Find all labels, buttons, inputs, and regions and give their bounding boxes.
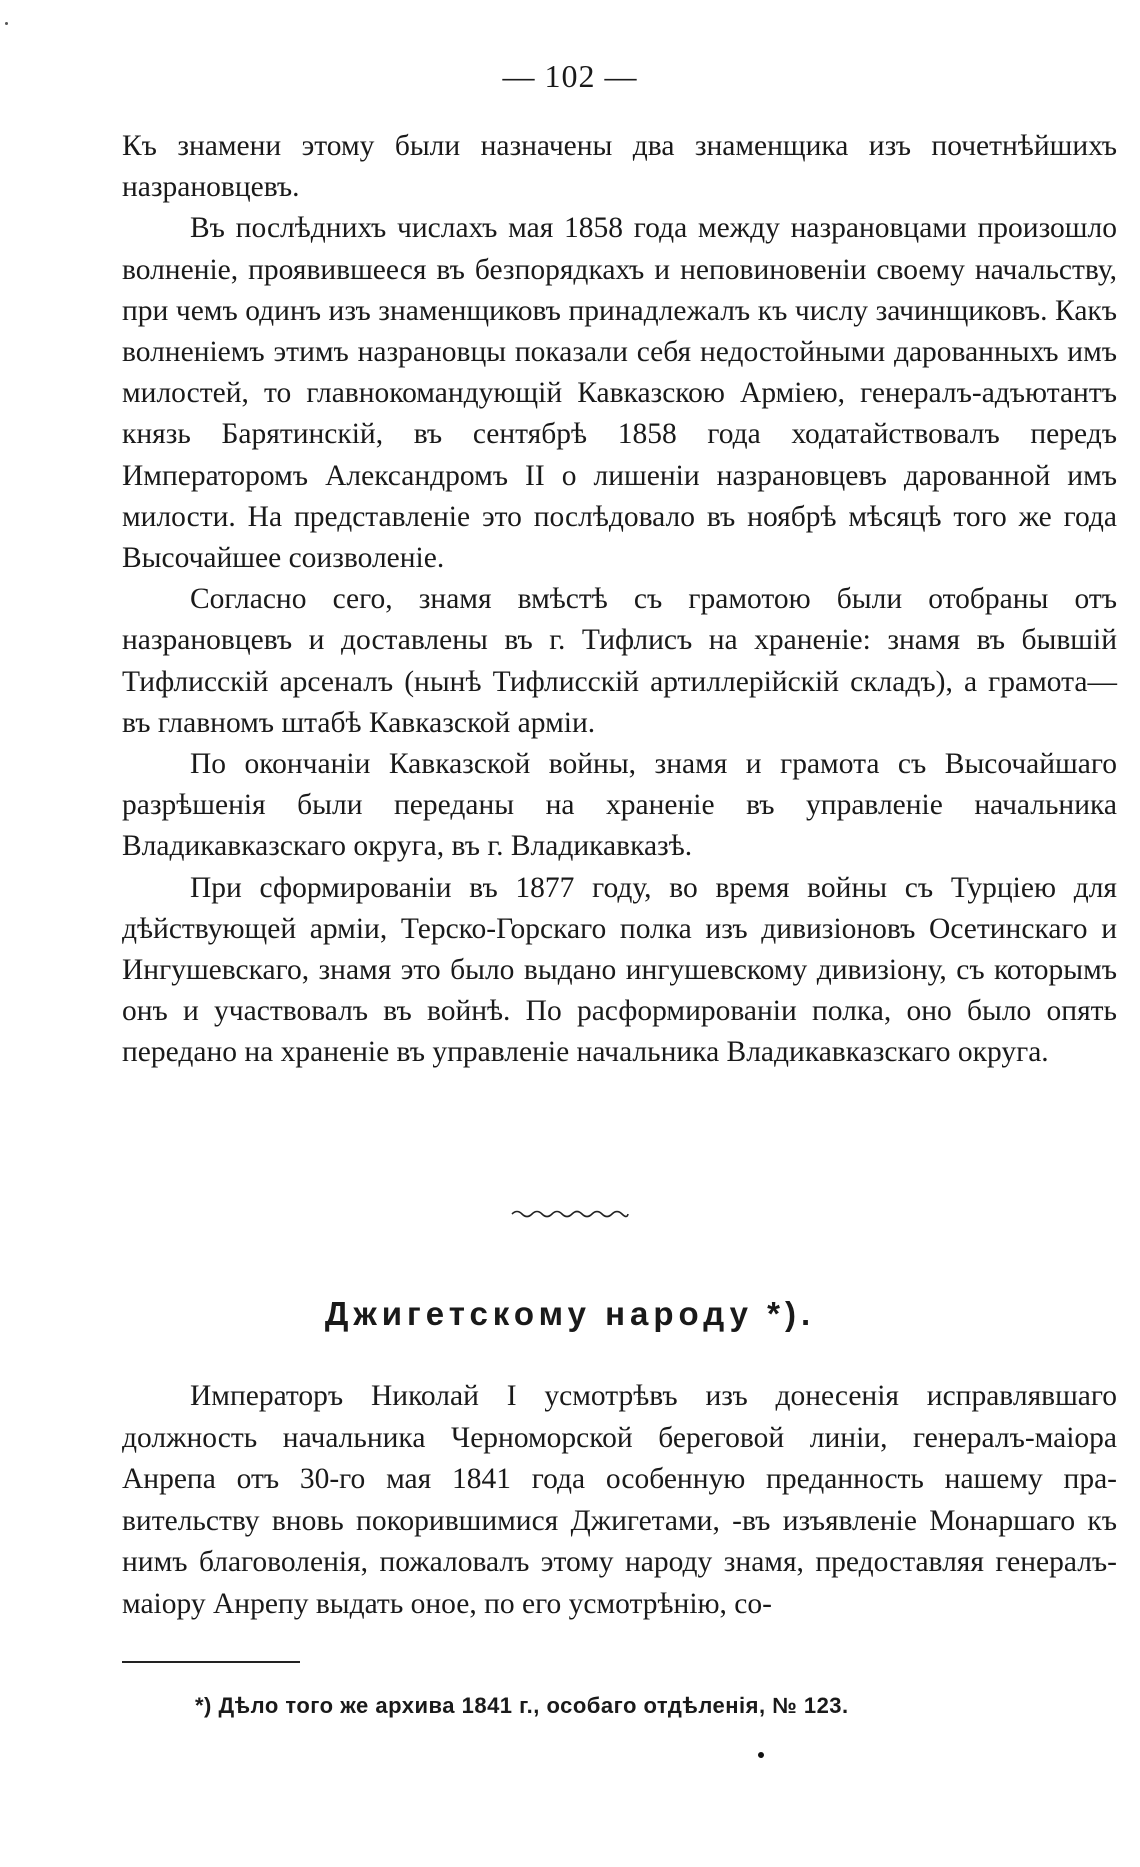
page-number: — 102 — <box>502 58 638 94</box>
section-text <box>122 1376 1117 1625</box>
print-dot <box>758 1752 764 1758</box>
section-title: Джигетскому народу *). <box>324 1295 816 1332</box>
section-divider-ornament <box>0 1206 1140 1225</box>
paragraph: Въ послѣднихъ числахъ мая 1858 года между назрановцами произошло волненіе, проявившееся въ безпорядкахъ и неповиновеніи своему начальству, при чемъ одинъ изъ знаменщиковъ принадлежалъ къ числу зачинщиковъ. Какъ волненіемъ этимъ назрановцы показали себя недостойными дарованныхъ имъ милостей, то главнокомандующій Кавказскою Арміею, генералъ-адъютантъ князь Барятинскій, въ сентябрѣ 1858 года ходатайствовалъ передъ Императоромъ Александромъ II о лишеніи назрановцевъ дарованной имъ милости. На представленіе это послѣдовало въ ноябрѣ мѣсяцѣ того же года Высочайшее соизволеніе. <box>122 212 1117 575</box>
paragraph: Императоръ Николай I усмотрѣвъ изъ донесенія исправлявшаго должность начальника Черноморской береговой линіи, генералъ-маіора Анрепа отъ 30-го мая 1841 года особенную преданность нашему правительству вновь покорившимися Джигетами, -въ изъявленіе Монаршаго къ нимъ благоволенія, пожаловалъ этому народу знамя, предоставляя генералъ-маіору Анрепу выдать оное, по его усмотрѣнію, со- <box>122 1380 1117 1620</box>
paragraph-continuation: Къ знамени этому были назначены два знаменщика изъ почетнѣйшихъ назрановцевъ. <box>122 130 1117 204</box>
main-text <box>122 126 1117 1074</box>
paragraph: Согласно сего, знамя вмѣстѣ съ грамотою были отобраны отъ назрановцевъ и доставлены въ г. Тифлисъ на храненіе: знамя въ бывшій Тифлисскій арсеналъ (нынѣ Тифлисскій артиллерійскій складъ), а грамота—въ главномъ штабѣ Кавказской арміи. <box>122 583 1117 739</box>
paragraph: По окончаніи Кавказской войны, знамя и грамота съ Высочайшаго разрѣшенія были переданы на храненіе въ управленіе начальника Владикавказскаго округа, въ г. Владикавказѣ. <box>122 748 1117 863</box>
wavy-line-icon <box>510 1207 630 1221</box>
footnote-divider <box>122 1661 300 1663</box>
print-speck <box>5 22 8 25</box>
footnote: *) Дѣло того же архива 1841 г., особаго отдѣленія, № 123. <box>195 1693 849 1718</box>
paragraph: При сформированіи въ 1877 году, во время войны съ Турціею для дѣйствующей арміи, Терско-Горскаго полка изъ дивизіоновъ Осетинскаго и Ингушевскаго, знамя это было выдано ингушевскому дивизіону, съ которымъ онъ и участвовалъ въ войнѣ. По расформированіи полка, оно было опять передано на храненіе въ управленіе начальника Владикавказскаго округа. <box>122 871 1117 1069</box>
